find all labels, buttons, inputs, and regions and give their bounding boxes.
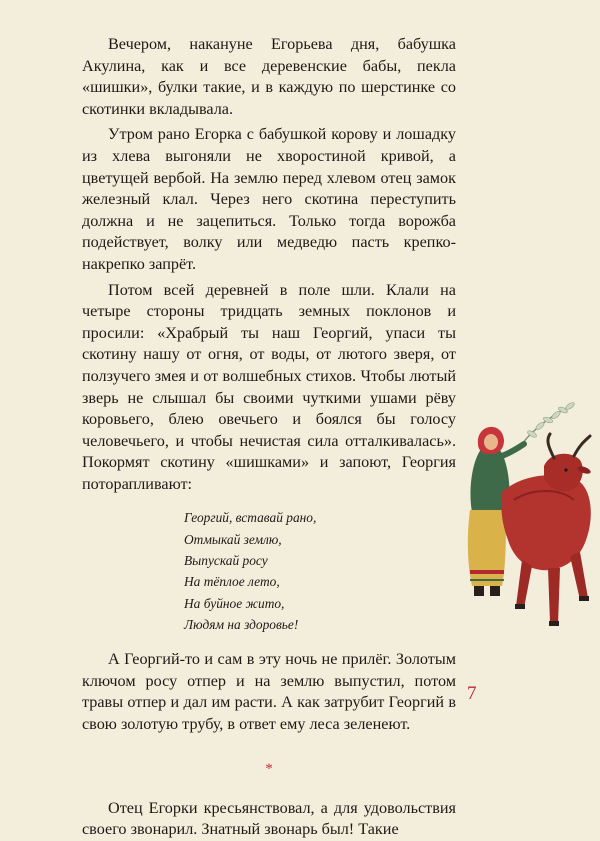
woman-with-cow-illustration — [462, 400, 600, 636]
paragraph-3: Потом всей деревней в поле шли. Клали на четыре стороны тридцать земных поклонов и просили: «Храбрый ты наш Георгий, упаси ты скотину нашу от огня, от воды, от лютого зверя, от ползучего змея и от волшебных стихов. Чтобы лютый зверь не слышал бы своими чуткими ушами рёву коровьего, блею овечьего и боялся бы голосу человечьего, и чтобы нечистая сила отталкивалась». Покормят скотину «шишками» и запоют, Георгия поторапливают: — [82, 280, 456, 493]
verse-line: Людям на здоровье! — [184, 616, 299, 632]
verse-line: Георгий, вставай рано, — [184, 510, 317, 526]
paragraph-after-verse: А Георгий-то и сам в эту ночь не прилёг. Золотым ключом росу отпер и на землю выпустил, потом травы отпер и дал им расти. А как затрубит Георгий в свою золотую трубу, в ответ ему леса зеленеют. — [82, 650, 456, 734]
verse-line: Выпускай росу — [184, 553, 268, 569]
section-separator: * — [265, 760, 273, 777]
paragraph-last: Отец Егорки кресьянствовал, а для удовольствия своего звонарил. Знатный звонарь был! Такие — [82, 798, 456, 839]
paragraph-1: Вечером, накануне Егорьева дня, бабушка Акулина, как и все деревенские бабы, пекла «шишки», булки такие, и в каждую по шерстинке со скотинки вкладывала. — [82, 35, 456, 118]
paragraph-2: Утром рано Егорка с бабушкой корову и лошадку из хлева выгоняли не хворостиной кривой, а цветущей вербой. На землю перед хлевом отец замок железный клал. Через него скотина переступить должна и не зацепиться. Только тогда ворожба подействует, волку или медведю пасть крепко-накрепко запрёт. — [82, 125, 456, 273]
verse-block — [184, 507, 456, 635]
page-number: 7 — [467, 683, 477, 704]
verse-line: Отмыкай землю, — [184, 531, 282, 547]
verse-line: На тёплое лето, — [184, 574, 280, 590]
text-column — [82, 34, 456, 841]
verse-line: На буйное жито, — [184, 595, 285, 611]
